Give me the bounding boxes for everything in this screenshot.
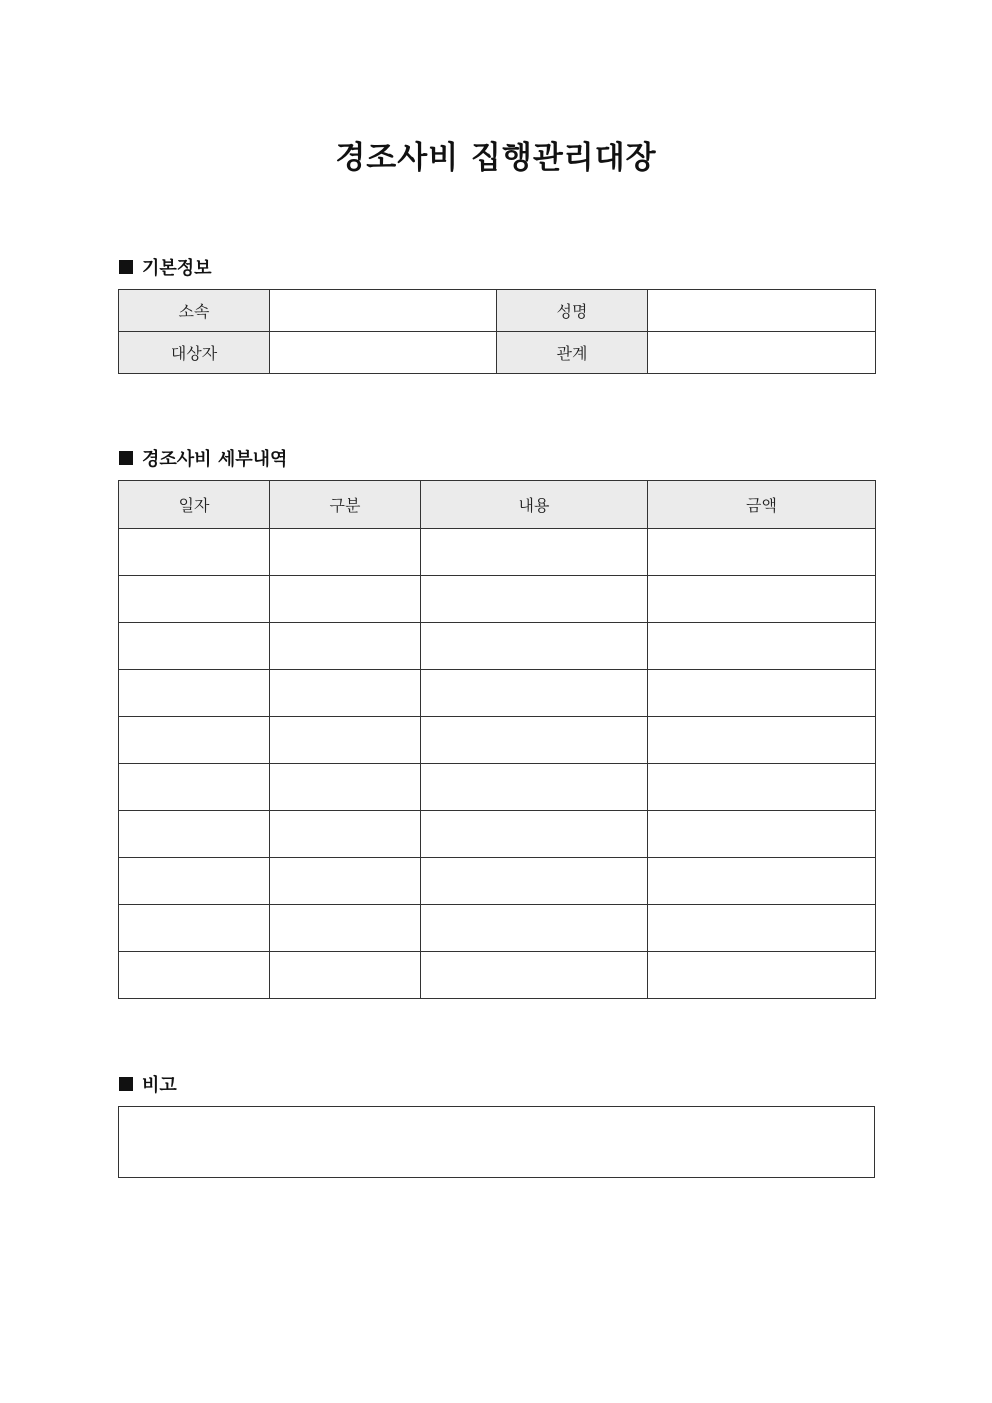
target-person-label: 대상자: [119, 332, 270, 374]
content-cell[interactable]: [421, 623, 648, 670]
column-header-category: 구분: [270, 481, 421, 529]
category-cell[interactable]: [270, 717, 421, 764]
details-heading: [119, 445, 287, 471]
category-cell[interactable]: [270, 623, 421, 670]
column-header-amount: 금액: [648, 481, 876, 529]
content-cell[interactable]: [421, 764, 648, 811]
affiliation-label: 소속: [119, 290, 270, 332]
square-bullet-icon: [119, 1077, 133, 1091]
table-row: [119, 623, 876, 670]
amount-cell[interactable]: [648, 952, 876, 999]
category-cell[interactable]: [270, 529, 421, 576]
date-cell[interactable]: [119, 858, 270, 905]
content-cell[interactable]: [421, 717, 648, 764]
square-bullet-icon: [119, 260, 133, 274]
content-cell[interactable]: [421, 858, 648, 905]
table-row: [119, 717, 876, 764]
date-cell[interactable]: [119, 717, 270, 764]
date-cell[interactable]: [119, 623, 270, 670]
category-cell[interactable]: [270, 811, 421, 858]
table-row: [119, 670, 876, 717]
table-row: [119, 858, 876, 905]
date-cell[interactable]: [119, 764, 270, 811]
relationship-field[interactable]: [648, 332, 876, 374]
remarks-field[interactable]: [118, 1106, 875, 1178]
table-row: [119, 811, 876, 858]
basic-info-heading-label: 기본정보: [142, 258, 212, 279]
table-row: [119, 764, 876, 811]
remarks-heading-label: 비고: [142, 1075, 177, 1096]
date-cell[interactable]: [119, 529, 270, 576]
amount-cell[interactable]: [648, 576, 876, 623]
amount-cell[interactable]: [648, 717, 876, 764]
square-bullet-icon: [119, 451, 133, 465]
details-table: [118, 480, 876, 999]
table-row: [119, 952, 876, 999]
date-cell[interactable]: [119, 670, 270, 717]
details-table-body: [119, 529, 876, 999]
affiliation-field[interactable]: [270, 290, 497, 332]
table-row: [119, 576, 876, 623]
name-label: 성명: [497, 290, 648, 332]
page-title: 경조사비 집행관리대장: [335, 140, 657, 176]
amount-cell[interactable]: [648, 529, 876, 576]
amount-cell[interactable]: [648, 764, 876, 811]
table-header-row: [119, 481, 876, 529]
date-cell[interactable]: [119, 952, 270, 999]
amount-cell[interactable]: [648, 858, 876, 905]
content-cell[interactable]: [421, 576, 648, 623]
date-cell[interactable]: [119, 811, 270, 858]
date-cell[interactable]: [119, 905, 270, 952]
amount-cell[interactable]: [648, 905, 876, 952]
category-cell[interactable]: [270, 670, 421, 717]
category-cell[interactable]: [270, 764, 421, 811]
amount-cell[interactable]: [648, 811, 876, 858]
basic-info-heading: [119, 254, 212, 280]
table-row: [119, 529, 876, 576]
content-cell[interactable]: [421, 952, 648, 999]
table-row: [119, 290, 876, 332]
amount-cell[interactable]: [648, 623, 876, 670]
target-person-field[interactable]: [270, 332, 497, 374]
column-header-date: 일자: [119, 481, 270, 529]
relationship-label: 관계: [497, 332, 648, 374]
table-row: [119, 905, 876, 952]
column-header-content: 내용: [421, 481, 648, 529]
content-cell[interactable]: [421, 670, 648, 717]
category-cell[interactable]: [270, 576, 421, 623]
category-cell[interactable]: [270, 905, 421, 952]
table-row: [119, 332, 876, 374]
content-cell[interactable]: [421, 529, 648, 576]
date-cell[interactable]: [119, 576, 270, 623]
content-cell[interactable]: [421, 811, 648, 858]
category-cell[interactable]: [270, 858, 421, 905]
amount-cell[interactable]: [648, 670, 876, 717]
content-cell[interactable]: [421, 905, 648, 952]
basic-info-table: [118, 289, 876, 374]
details-heading-label: 경조사비 세부내역: [142, 449, 288, 470]
category-cell[interactable]: [270, 952, 421, 999]
name-field[interactable]: [648, 290, 876, 332]
remarks-heading: [119, 1071, 177, 1097]
